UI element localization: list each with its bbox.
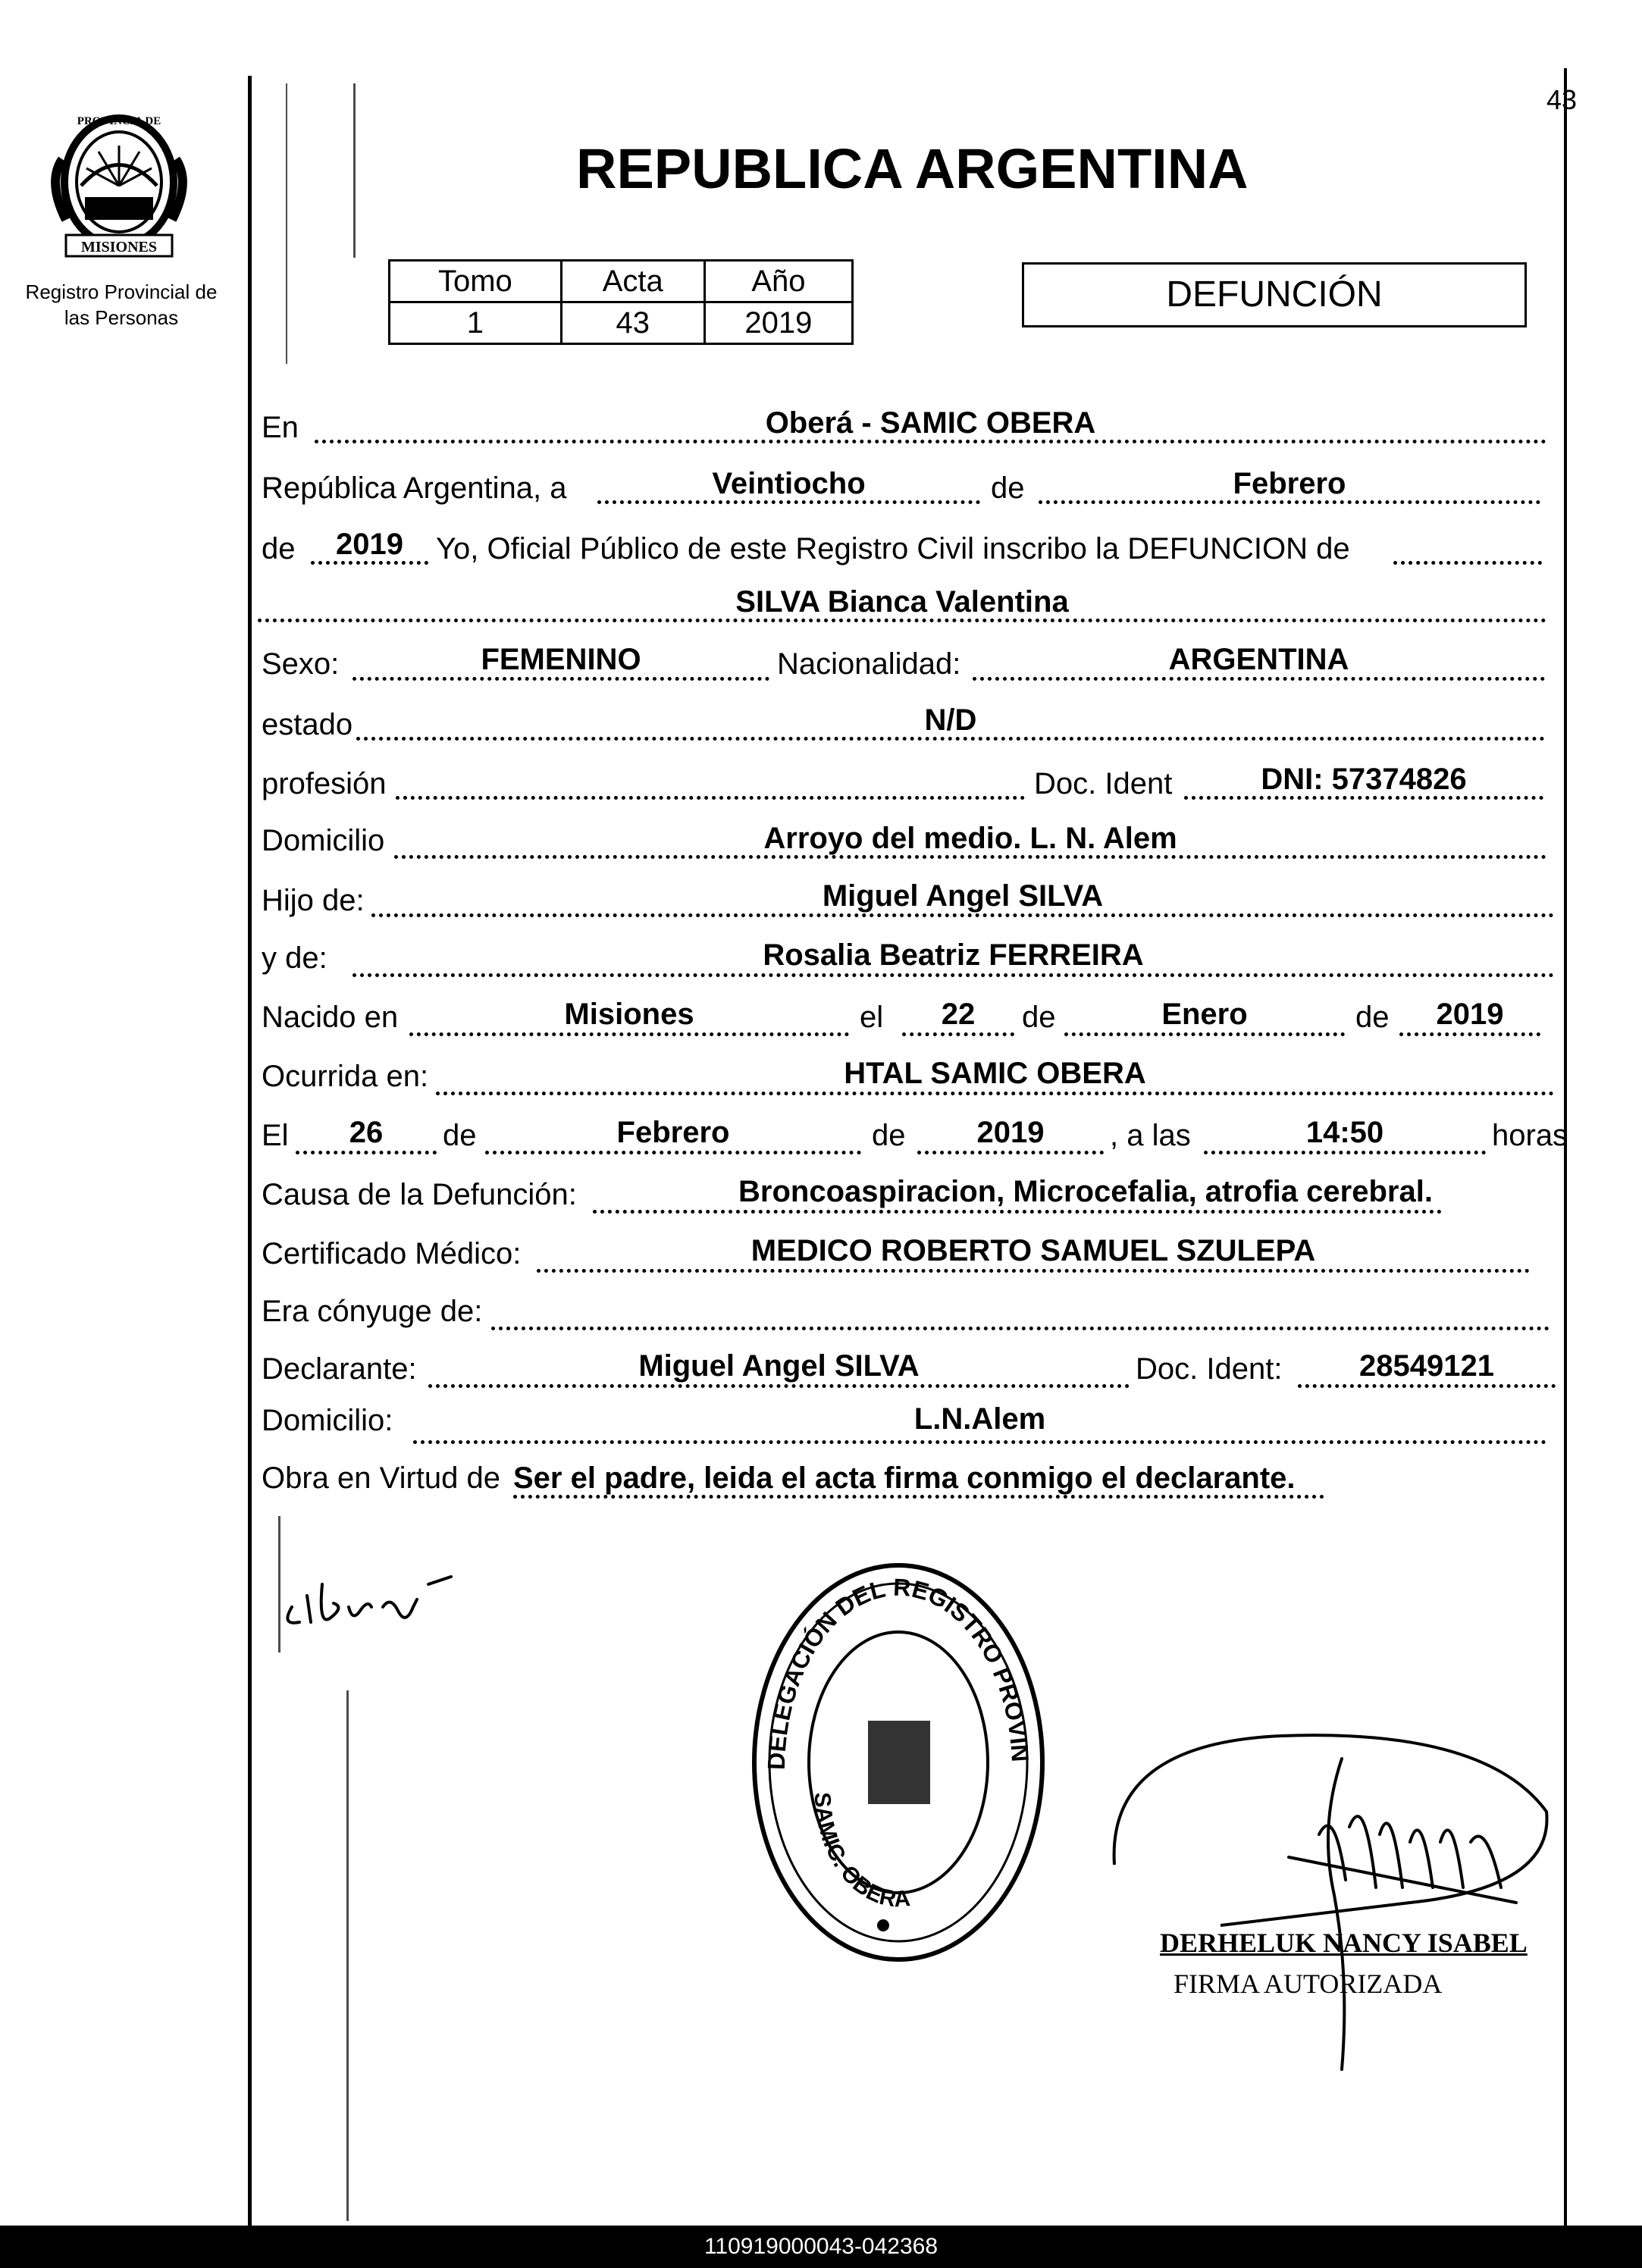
signer-title: FIRMA AUTORIZADA: [1174, 1969, 1443, 1999]
value-mes: Febrero: [1233, 467, 1346, 500]
label-y-de: y de:: [262, 941, 327, 975]
label-sexo: Sexo:: [262, 647, 340, 681]
registry-name: [0, 279, 243, 330]
margin-tick: [353, 83, 356, 258]
label-certificado: Certificado Médico:: [262, 1237, 522, 1270]
emblem-top-text: PROVINCIA DE: [77, 115, 161, 127]
table-row: [390, 302, 853, 344]
signature-icon: [1092, 1713, 1562, 2077]
label-republica: República Argentina, a: [262, 471, 567, 505]
label-domicilio: Domicilio: [262, 824, 385, 857]
label-de: de: [1355, 1001, 1390, 1034]
label-inscribo: Yo, Oficial Público de este Registro Civil inscribo la DEFUNCION de: [436, 532, 1350, 565]
seal-outer-text: DELEGACIÓN DEL REGISTRO PROVIN: [762, 1573, 1034, 1771]
label-de: de: [872, 1119, 906, 1152]
value-medico: MEDICO ROBERTO SAMUEL SZULEPA: [750, 1234, 1316, 1267]
value-hora: 14:50: [1305, 1116, 1384, 1149]
signer-name: DERHELUK NANCY ISABEL: [1160, 1928, 1528, 1958]
value-causa: Broncoaspiracion, Microcefalia, atrofia cerebral.: [738, 1175, 1433, 1208]
left-margin-rule: [248, 76, 252, 2226]
dotted-line: [1298, 1384, 1556, 1388]
value-madre: Rosalia Beatriz FERREIRA: [763, 938, 1144, 972]
registry-line-1: Registro Provincial de: [25, 280, 218, 303]
dotted-line: [428, 1384, 1130, 1388]
dotted-line: [413, 1440, 1546, 1444]
dotted-line: [902, 1032, 1014, 1036]
barcode-text: 110919000043-042368: [703, 2234, 939, 2259]
dotted-line: [1393, 561, 1542, 565]
value-nacido-lugar: Misiones: [564, 998, 694, 1031]
table-row: [390, 261, 853, 302]
label-de: de: [443, 1119, 477, 1152]
dotted-line: [1064, 1032, 1345, 1036]
label-horas: horas: [1492, 1119, 1568, 1152]
dotted-line: [296, 1151, 437, 1154]
margin-tick: [346, 1690, 349, 2221]
value-padre: Miguel Angel SILVA: [822, 879, 1104, 913]
dotted-line: [491, 1327, 1550, 1330]
dotted-line: [537, 1269, 1530, 1273]
label-de: de: [991, 471, 1025, 505]
label-el: el: [860, 1001, 884, 1034]
value-nacionalidad: ARGENTINA: [1168, 643, 1349, 676]
label-declarante: Declarante:: [262, 1352, 417, 1386]
margin-tick: [286, 83, 287, 364]
value-declarante-doc: 28549121: [1359, 1349, 1494, 1383]
table-value-acta: 43: [561, 302, 704, 344]
official-seal: [739, 1543, 1058, 1967]
table-value-tomo: 1: [390, 302, 562, 344]
label-el-upper: El: [262, 1119, 289, 1152]
handwritten-text: [292, 1577, 388, 1629]
signature-block: [1092, 1713, 1562, 2077]
label-doc-ident-colon: Doc. Ident:: [1136, 1352, 1283, 1386]
table-header-tomo: Tomo: [390, 261, 562, 302]
value-nacido-anio: 2019: [1436, 998, 1504, 1031]
label-doc-ident: Doc. Ident: [1034, 767, 1173, 800]
registry-line-2: las Personas: [64, 306, 179, 329]
label-a-las: , a las: [1110, 1119, 1191, 1152]
value-doc: DNI: 57374826: [1261, 763, 1467, 796]
label-profesion: profesión: [262, 767, 387, 800]
table-header-anio: Año: [704, 261, 852, 302]
value-nombre: SILVA Bianca Valentina: [735, 585, 1069, 619]
value-dia-letras: Veintiocho: [712, 467, 866, 500]
dotted-line: [917, 1151, 1104, 1154]
footer-barcode: [0, 2226, 1642, 2268]
page-number: 43: [1546, 84, 1578, 115]
handwritten-annotation: [277, 1554, 527, 1637]
table-value-anio: 2019: [704, 302, 852, 344]
dotted-line: [485, 1151, 861, 1154]
value-anio: 2019: [336, 528, 403, 561]
dotted-line: [436, 1092, 1554, 1095]
value-domicilio: Arroyo del medio. L. N. Alem: [763, 822, 1177, 855]
value-fallec-anio: 2019: [976, 1116, 1045, 1149]
seal-inner-text: SAMIC. OBERA: [809, 1791, 911, 1912]
label-de: de: [1022, 1001, 1056, 1034]
dotted-line: [513, 1495, 1324, 1499]
dotted-line: [593, 1210, 1442, 1214]
value-nacido-mes: Enero: [1161, 998, 1248, 1031]
record-table: [388, 259, 854, 345]
dotted-line: [258, 619, 1546, 622]
value-ocurrida-lugar: HTAL SAMIC OBERA: [844, 1057, 1146, 1090]
label-causa: Causa de la Defunción:: [262, 1178, 577, 1211]
value-declarante: Miguel Angel SILVA: [638, 1349, 920, 1383]
value-nacido-dia: 22: [941, 998, 976, 1031]
value-lugar: Oberá - SAMIC OBERA: [765, 406, 1096, 440]
emblem-icon: [39, 99, 199, 258]
dotted-line: [396, 796, 1025, 800]
value-fallec-mes: Febrero: [616, 1116, 730, 1149]
value-fallec-dia: 26: [349, 1116, 384, 1149]
dotted-line: [409, 1032, 849, 1036]
dotted-line: [1204, 1151, 1486, 1154]
table-header-acta: Acta: [561, 261, 704, 302]
value-declarante-domicilio: L.N.Alem: [913, 1402, 1046, 1436]
label-obra: Obra en Virtud de: [262, 1461, 501, 1495]
label-nacido-en: Nacido en: [262, 1001, 399, 1034]
label-hijo-de: Hijo de:: [262, 884, 365, 917]
label-ocurrida-en: Ocurrida en:: [262, 1060, 429, 1093]
label-en: En: [262, 411, 299, 444]
label-domicilio-colon: Domicilio:: [262, 1404, 393, 1437]
value-obra: Ser el padre, leida el acta firma conmigo el declarante.: [513, 1461, 1296, 1495]
value-sexo: FEMENINO: [481, 643, 641, 676]
record-type: DEFUNCIÓN: [1166, 274, 1383, 315]
page-title: REPUBLICA ARGENTINA: [576, 137, 1249, 200]
province-emblem: [39, 99, 199, 258]
label-conyuge: Era cónyuge de:: [262, 1295, 483, 1328]
value-estado: N/D: [924, 703, 977, 737]
dotted-line: [353, 973, 1554, 977]
label-de: de: [262, 532, 296, 565]
dotted-line: [1399, 1032, 1540, 1036]
emblem-bottom-text: MISIONES: [80, 239, 158, 255]
label-nacionalidad: Nacionalidad:: [777, 647, 961, 681]
label-estado: estado: [262, 708, 353, 741]
record-type-box: [1022, 262, 1527, 327]
